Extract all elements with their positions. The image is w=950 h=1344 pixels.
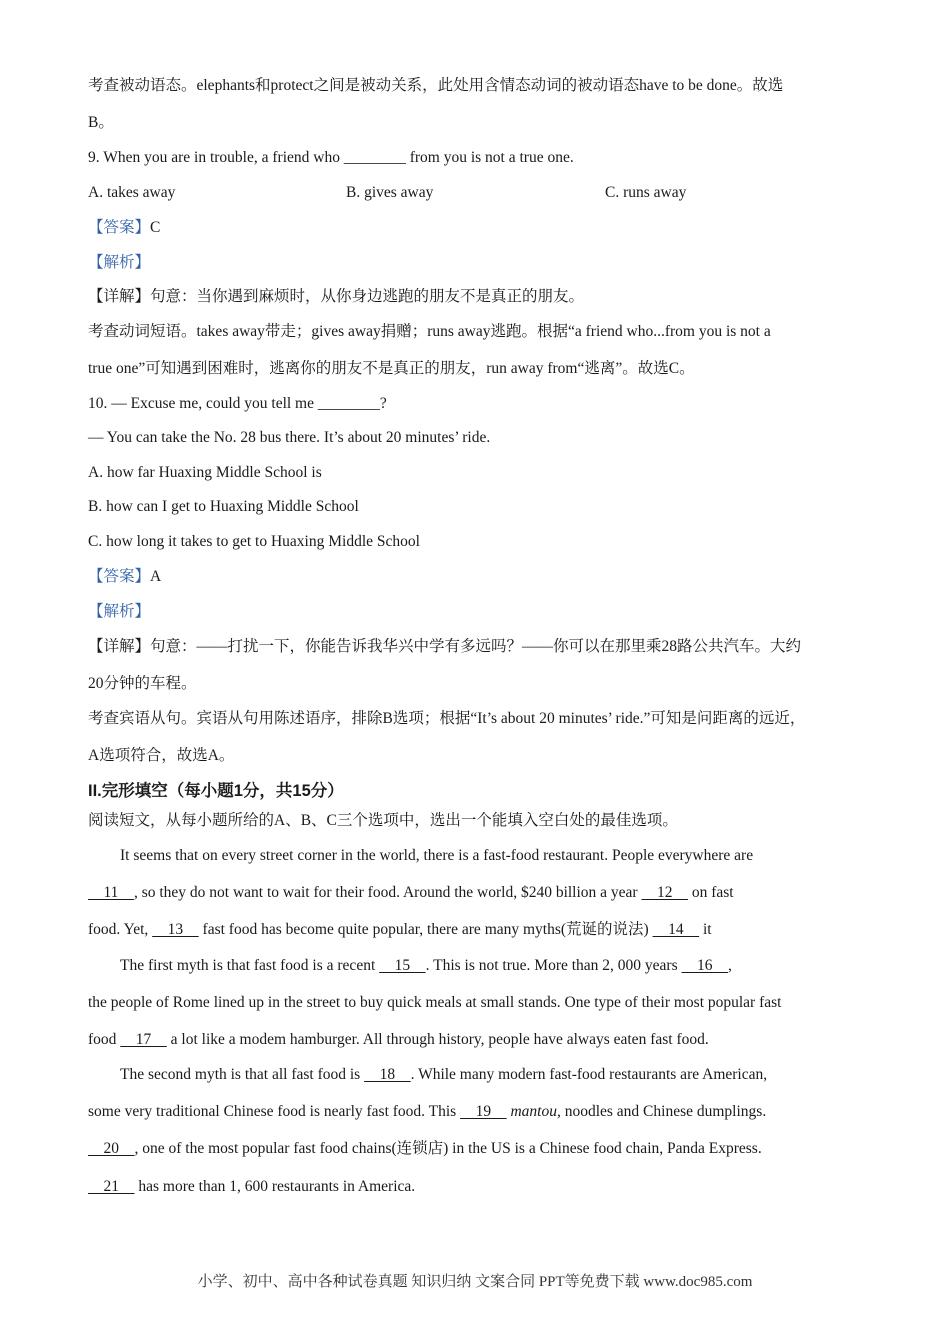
blank-14: 14 [652,921,700,938]
passage-line [88,1177,415,1197]
blank-21: 21 [88,1178,135,1195]
passage-text: a lot like a modem hamburger. All through history, people have always eaten fast food. [166,1031,709,1048]
passage-text: food. Yet, [88,921,153,938]
passage-line [88,883,734,903]
answer-label: 【答案】 [88,219,151,236]
q9-option-c: C. runs away [605,184,687,201]
passage-text: , one of the most popular fast food chains(连锁店) in the US is a Chinese food chain, Panda Express. [134,1140,762,1157]
passage-text: , so they do not want to wait for their food. Around the world, $240 billion a year [133,884,642,901]
q9-explain-line1: 考查动词短语。takes away带走；gives away捐赠；runs away逃跑。根据“a friend who...from you is not a [88,323,771,340]
detail-label: 【详解】 [88,288,151,305]
section-instruction: 阅读短文，从每小题所给的A、B、C三个选项中，选出一个能填入空白处的最佳选项。 [88,812,678,829]
passage-text: The first myth is that fast food is a recent [120,957,380,974]
passage-line [120,956,732,976]
mantou-word: mantou [510,1103,557,1120]
blank-18: 18 [364,1066,411,1083]
passage-text: fast food has become quite popular, there are many myths(荒诞的说法) [198,921,653,938]
blank-11: 11 [88,884,134,901]
answer-value: C [150,219,161,236]
detail-text: 句意：当你遇到麻烦时，从你身边逃跑的朋友不是真正的朋友。 [150,288,585,305]
q9-explain-line2: true one”可知遇到困难时，逃离你的朋友不是真正的朋友，run away from“逃离”。故选C。 [88,360,695,377]
q9-detail [88,287,584,307]
q10-reply: — You can take the No. 28 bus there. It’s about 20 minutes’ ride. [88,429,491,446]
passage-text: , noodles and Chinese dumplings. [556,1103,767,1120]
passage-text: has more than 1, 600 restaurants in America. [134,1178,416,1195]
q10-detail-line2: 20分钟的车程。 [88,675,197,692]
passage-text: on fast [687,884,734,901]
passage-line [88,1030,709,1050]
passage-text: The second myth is that all fast food is [120,1066,365,1083]
q8-explain-line2: B。 [88,114,114,131]
q10-answer [88,567,161,587]
passage-line [88,920,712,940]
q9-stem: 9. When you are in trouble, a friend who ________ from you is not a true one. [88,149,574,166]
section-heading: II.完形填空（每小题1分，共15分） [88,782,344,800]
answer-value: A [150,568,162,585]
q10-analysis-label: 【解析】 [88,603,151,620]
q10-detail-line1 [88,637,801,657]
passage-line: the people of Rome lined up in the street to buy quick meals at small stands. One type of their most popular fast [88,994,782,1011]
q10-option-b: B. how can I get to Huaxing Middle School [88,498,359,515]
passage-text: . While many modern fast-food restaurants are American, [410,1066,768,1083]
blank-17: 17 [120,1031,167,1048]
q10-option-c: C. how long it takes to get to Huaxing Middle School [88,533,420,550]
passage-line: It seems that on every street corner in the world, there is a fast-food restaurant. People everywhere are [120,847,754,864]
passage-text: some very traditional Chinese food is nearly fast food. This [88,1103,461,1120]
q8-explain-line1: 考查被动语态。elephants和protect之间是被动关系，此处用含情态动词的被动语态have to be done。故选 [88,77,784,94]
page-footer: 小学、初中、高中各种试卷真题 知识归纳 文案合同 PPT等免费下载 www.doc985.com [197,1274,753,1290]
answer-label: 【答案】 [88,568,151,585]
q9-answer [88,218,160,238]
q9-analysis-label: 【解析】 [88,254,151,271]
passage-line [88,1102,766,1122]
q10-explain-line1: 考查宾语从句。宾语从句用陈述语序，排除B选项；根据“It’s about 20 minutes’ ride.”可知是问距离的远近， [88,710,806,727]
blank-12: 12 [641,884,688,901]
blank-15: 15 [379,957,426,974]
q10-stem: 10. — Excuse me, could you tell me ________? [88,395,387,412]
passage-text: , [728,957,732,974]
passage-line [120,1065,767,1085]
passage-text: it [699,921,712,938]
q9-option-a: A. takes away [88,184,176,201]
passage-line [88,1139,762,1159]
detail-text: 句意：——打扰一下，你能告诉我华兴中学有多远吗？——你可以在那里乘28路公共汽车。大约 [150,638,802,655]
blank-20: 20 [88,1140,135,1157]
q9-option-b: B. gives away [346,184,434,201]
blank-19: 19 [460,1103,507,1120]
q10-explain-line2: A选项符合，故选A。 [88,747,235,764]
detail-label: 【详解】 [88,638,151,655]
passage-text: food [88,1031,121,1048]
blank-16: 16 [681,957,728,974]
blank-13: 13 [152,921,199,938]
passage-text: . This is not true. More than 2, 000 years [425,957,682,974]
q10-option-a: A. how far Huaxing Middle School is [88,464,322,481]
